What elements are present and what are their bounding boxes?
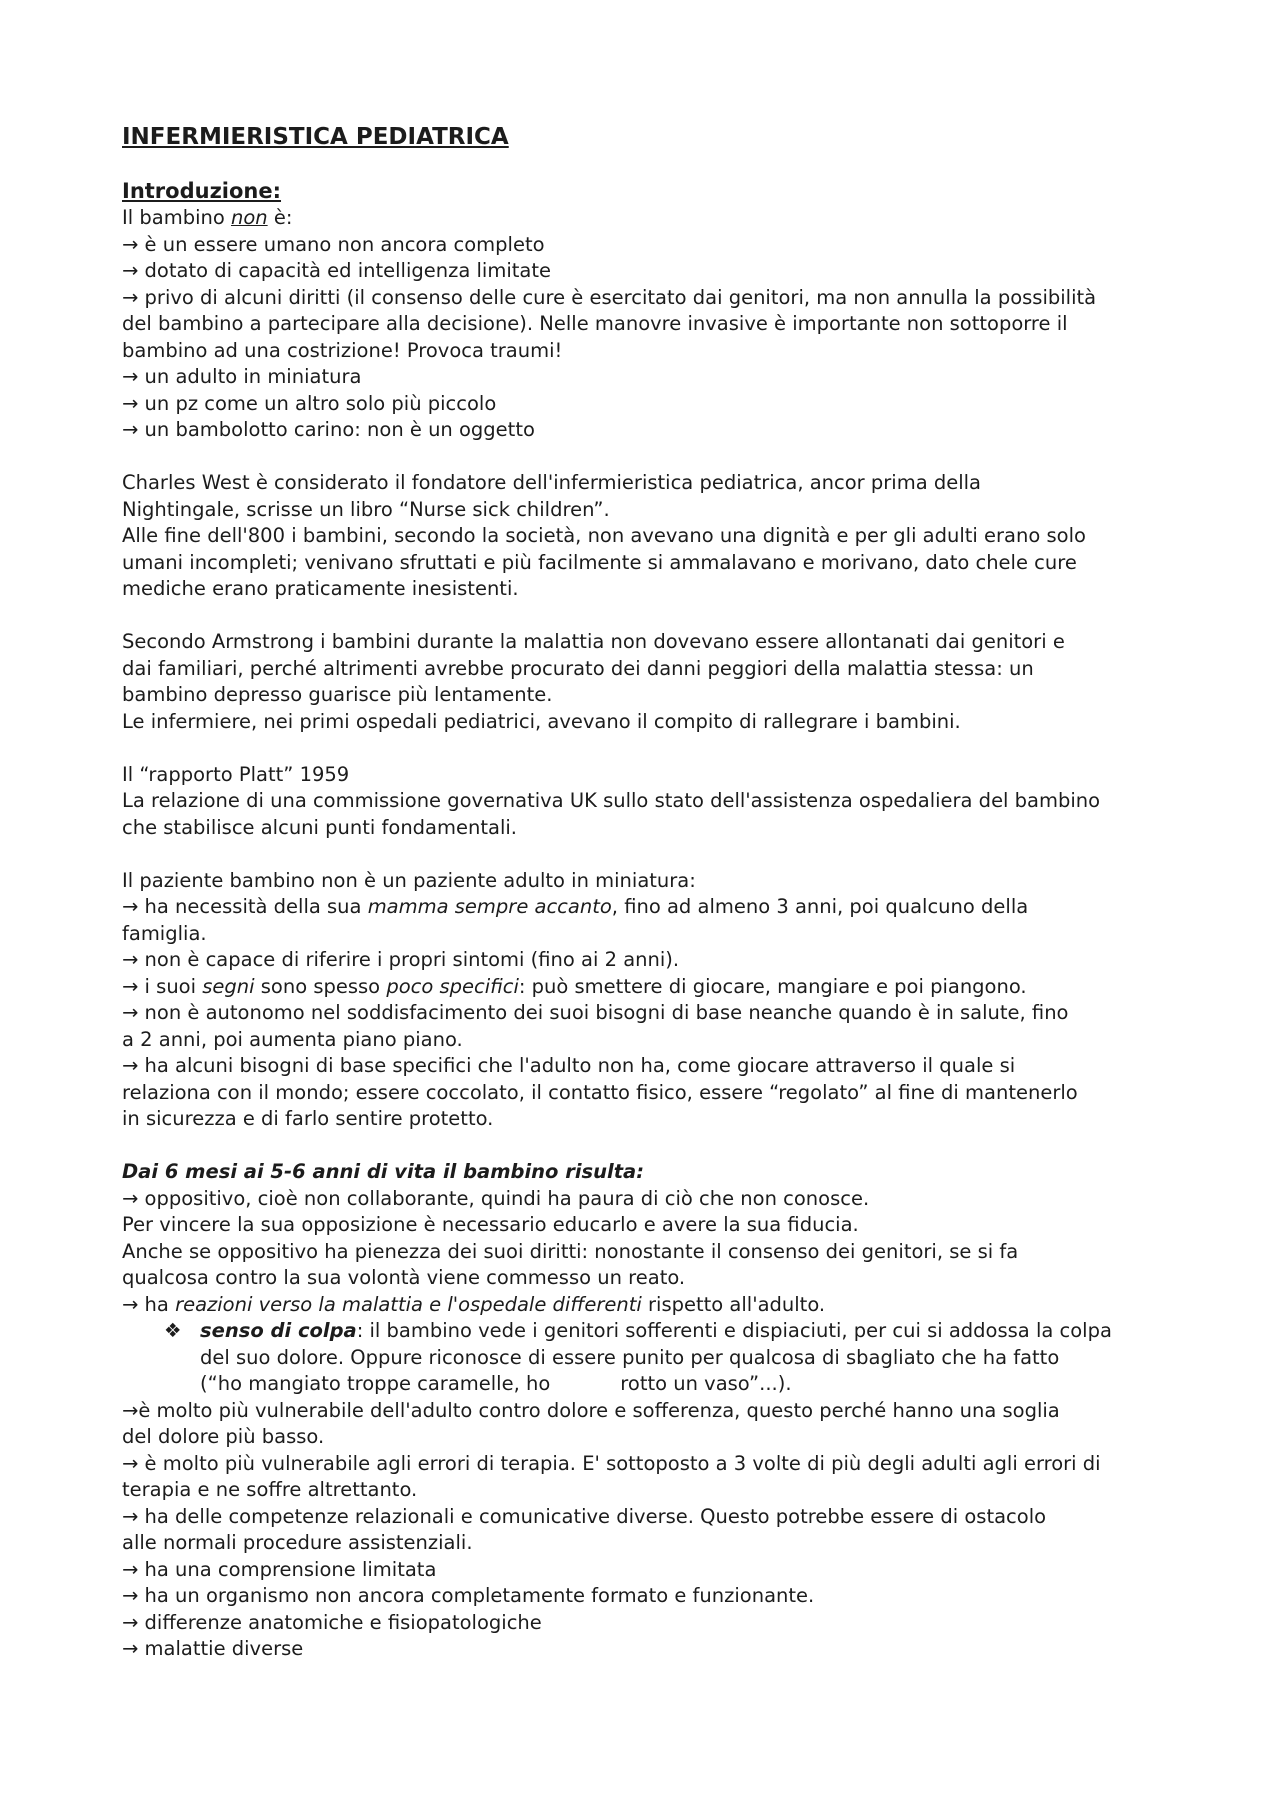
paragraph-line: dai familiari, perché altrimenti avrebbe procurato dei danni peggiori della malattia stessa: un bbox=[122, 656, 1034, 680]
paragraph-line: La relazione di una commissione governativa UK sullo stato dell'assistenza ospedaliera del bambino bbox=[122, 789, 1101, 812]
arrow-icon: → bbox=[122, 1504, 139, 1528]
arrow-icon: → bbox=[122, 1451, 139, 1475]
list-item-cont: a 2 anni, poi aumenta piano piano. bbox=[122, 1027, 463, 1051]
arrow-icon: → bbox=[122, 418, 139, 441]
arrow-icon: → bbox=[122, 1054, 139, 1077]
document-title: INFERMIERISTICA PEDIATRICA bbox=[122, 124, 509, 150]
bullet-item-cont: (“ho mangiato troppe caramelle, ho rotto un vaso”...). bbox=[200, 1372, 792, 1395]
section-heading-introduzione: Introduzione: bbox=[122, 179, 282, 203]
list-item: → ha reazioni verso la malattia e l'ospedale differenti rispetto all'adulto. bbox=[122, 1292, 1182, 1319]
intro-lead: Il bambino non è: bbox=[122, 206, 293, 229]
arrow-icon: → bbox=[122, 1292, 139, 1316]
paragraph-line: qualcosa contro la sua volontà viene commesso un reato. bbox=[122, 1266, 686, 1289]
arrow-icon: → bbox=[122, 1637, 139, 1660]
intro-item-cont: del bambino a partecipare alla decisione). Nelle manovre invasive è importante non sottoporre il bbox=[122, 312, 1068, 335]
paragraph-line: Alle fine dell'800 i bambini, secondo la società, non avevano una dignità e per gli adulti erano solo bbox=[122, 524, 1086, 547]
list-item-cont: relaziona con il mondo; essere coccolato, il contatto fisico, essere “regolato” al fine di mantenerlo bbox=[122, 1080, 1078, 1104]
paragraph-line: bambino depresso guarisce più lentamente. bbox=[122, 683, 553, 706]
diamond-bullet-icon: ❖ bbox=[164, 1319, 182, 1342]
list-item: → oppositivo, cioè non collaborante, quindi ha paura di ciò che non conosce. bbox=[122, 1186, 1182, 1213]
arrow-icon: → bbox=[122, 1557, 139, 1581]
intro-item: → un bambolotto carino: non è un oggetto bbox=[122, 417, 1182, 444]
list-item: →è molto più vulnerabile dell'adulto contro dolore e sofferenza, questo perché hanno una soglia bbox=[122, 1398, 1060, 1422]
paragraph-line: Nightingale, scrisse un libro “Nurse sick children”. bbox=[122, 497, 610, 521]
list-item: → ha una comprensione limitata bbox=[122, 1557, 1182, 1584]
list-item: → differenze anatomiche e fisiopatologiche bbox=[122, 1610, 1182, 1637]
paragraph-line: che stabilisce alcuni punti fondamentali. bbox=[122, 815, 517, 839]
intro-item-cont: bambino ad una costrizione! Provoca traumi! bbox=[122, 338, 563, 362]
intro-item: → è un essere umano non ancora completo bbox=[122, 232, 1182, 259]
list-item: → non è capace di riferire i propri sintomi (fino ai 2 anni). bbox=[122, 947, 1182, 974]
arrow-icon: → bbox=[122, 259, 139, 282]
intro-item: → dotato di capacità ed intelligenza limitate bbox=[122, 258, 1182, 285]
list-item-cont: terapia e ne soffre altrettanto. bbox=[122, 1478, 418, 1501]
arrow-icon: → bbox=[122, 1584, 139, 1607]
paragraph-line: Anche se oppositivo ha pienezza dei suoi diritti: nonostante il consenso dei genitori, se si fa bbox=[122, 1239, 1019, 1263]
paragraph-line: Per vincere la sua opposizione è necessario educarlo e avere la sua fiducia. bbox=[122, 1213, 859, 1236]
arrow-icon: → bbox=[122, 974, 139, 998]
bullet-item-cont: del suo dolore. Oppure riconosce di essere punito per qualcosa di sbagliato che ha fatto bbox=[200, 1345, 1060, 1369]
paragraph-line: mediche erano praticamente inesistenti. bbox=[122, 577, 519, 600]
arrow-icon: → bbox=[122, 232, 139, 256]
arrow-icon: → bbox=[122, 1610, 139, 1634]
list-item-cont: famiglia. bbox=[122, 921, 207, 945]
list-item-cont: del dolore più basso. bbox=[122, 1425, 325, 1448]
intro-item: → un pz come un altro solo più piccolo bbox=[122, 391, 1182, 418]
list-item: → ha un organismo non ancora completamente formato e funzionante. bbox=[122, 1583, 1182, 1610]
paragraph-line: Le infermiere, nei primi ospedali pediatrici, avevano il compito di rallegrare i bambini. bbox=[122, 709, 961, 733]
paragraph-line: umani incompleti; venivano sfruttati e più facilmente si ammalavano e morivano, dato chele cure bbox=[122, 550, 1077, 574]
arrow-icon: → bbox=[122, 285, 139, 309]
intro-item: → privo di alcuni diritti (il consenso delle cure è esercitato dai genitori, ma non annulla la possibilità bbox=[122, 285, 1182, 312]
bullet-item: ❖ senso di colpa: il bambino vede i genitori sofferenti e dispiaciuti, per cui si addossa la colpa bbox=[122, 1318, 1182, 1345]
paragraph-line: Il paziente bambino non è un paziente adulto in miniatura: bbox=[122, 868, 696, 892]
paragraph-line: Il “rapporto Platt” 1959 bbox=[122, 762, 350, 786]
list-item-cont: alle normali procedure assistenziali. bbox=[122, 1531, 473, 1554]
section-heading-eta: Dai 6 mesi ai 5-6 anni di vita il bambino risulta: bbox=[122, 1160, 644, 1183]
list-item: → ha alcuni bisogni di base specifici che l'adulto non ha, come giocare attraverso il quale si bbox=[122, 1053, 1182, 1080]
list-item-cont: in sicurezza e di farlo sentire protetto. bbox=[122, 1107, 494, 1130]
list-item: → non è autonomo nel soddisfacimento dei suoi bisogni di base neanche quando è in salute, fino bbox=[122, 1000, 1182, 1027]
list-item: → i suoi segni sono spesso poco specifici: può smettere di giocare, mangiare e poi piangono. bbox=[122, 974, 1182, 1001]
arrow-icon: → bbox=[122, 391, 139, 415]
list-item: → ha delle competenze relazionali e comunicative diverse. Questo potrebbe essere di ostacolo bbox=[122, 1504, 1182, 1531]
list-item: → è molto più vulnerabile agli errori di terapia. E' sottoposto a 3 volte di più degli adulti agli errori di bbox=[122, 1451, 1182, 1478]
document-page bbox=[122, 122, 1182, 1663]
arrow-icon: → bbox=[122, 948, 139, 971]
paragraph-line: Charles West è considerato il fondatore dell'infermieristica pediatrica, ancor prima della bbox=[122, 471, 982, 494]
paragraph-line: Secondo Armstrong i bambini durante la malattia non dovevano essere allontanati dai genitori e bbox=[122, 630, 1065, 653]
arrow-icon: → bbox=[122, 1186, 139, 1210]
list-item: → malattie diverse bbox=[122, 1636, 1182, 1663]
list-item: → ha necessità della sua mamma sempre accanto, fino ad almeno 3 anni, poi qualcuno della bbox=[122, 894, 1182, 921]
arrow-icon: → bbox=[122, 365, 139, 388]
arrow-icon: → bbox=[122, 1001, 139, 1024]
arrow-icon: → bbox=[122, 895, 139, 918]
intro-item: → un adulto in miniatura bbox=[122, 364, 1182, 391]
